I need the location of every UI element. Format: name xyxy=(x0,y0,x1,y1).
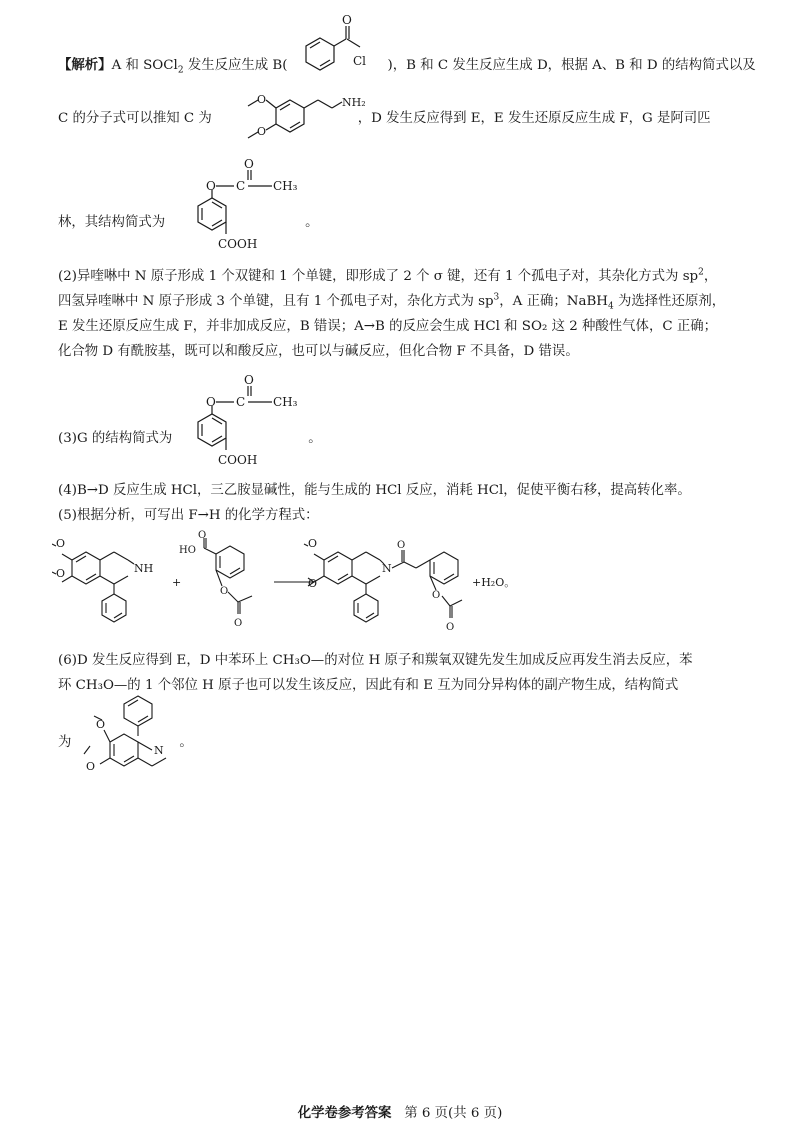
analysis-line-1: 【解析】A 和 SOCl$_2$ 发生反应生成 B( )，B 和 C 发生反应生成 D，根据 A、B 和 D 的结构简式以及 xyxy=(58,57,756,76)
svg-text:O: O xyxy=(198,530,207,541)
q2-line-3: E 发生还原反应生成 F，并非加成反应，B 错误；A→B 的反应会生成 HCl 和 SO₂ 这 2 种酸性气体，C 正确； xyxy=(58,319,718,334)
svg-text:COOH: COOH xyxy=(218,453,258,467)
svg-text:O: O xyxy=(56,567,66,580)
svg-text:+H₂O。: +H₂O。 xyxy=(472,576,516,589)
svg-text:O: O xyxy=(397,540,406,551)
svg-text:N: N xyxy=(154,744,164,757)
structure-aspirin-2 xyxy=(176,366,326,476)
reaction-scheme-f-to-h xyxy=(52,530,522,638)
svg-text:NH₂: NH₂ xyxy=(342,96,366,109)
svg-text:O: O xyxy=(308,577,318,590)
analysis-line-2: C 的分子式可以推知 C 为 ，D 发生反应得到 E，E 发生还原反应生成 F，G 是阿司匹 xyxy=(58,111,711,126)
footer-title: 化学卷参考答案 xyxy=(297,1105,392,1121)
svg-text:O: O xyxy=(446,622,455,633)
svg-text:O: O xyxy=(244,373,254,387)
page-footer xyxy=(0,1102,800,1121)
svg-text:O: O xyxy=(220,586,229,597)
svg-text:N: N xyxy=(382,562,392,575)
structure-compound-c xyxy=(228,86,378,146)
structure-aspirin-1 xyxy=(176,150,326,260)
structure-side-product xyxy=(72,690,182,790)
svg-text:O: O xyxy=(96,718,106,731)
q6-line-3: 为 。 xyxy=(58,735,193,750)
svg-text:C: C xyxy=(236,395,246,409)
svg-text:O: O xyxy=(86,760,96,773)
svg-text:O: O xyxy=(257,125,267,138)
q2-line-1: (2)异喹啉中 N 原子形成 1 个双键和 1 个单键，即形成了 2 个 σ 键，还有 1 个孤电子对，其杂化方式为 $sp^2$， xyxy=(58,267,718,284)
svg-text:CH₃: CH₃ xyxy=(273,395,298,409)
svg-text:O: O xyxy=(206,395,216,409)
footer-page-number: 第 6 页(共 6 页) xyxy=(404,1106,503,1121)
svg-text:HO: HO xyxy=(179,545,196,556)
svg-text:O: O xyxy=(257,93,267,106)
analysis-line-3: 林，其结构简式为 。 xyxy=(58,215,319,230)
svg-text:NH: NH xyxy=(134,562,154,575)
q4-line: (4)B→D 反应生成 HCl，三乙胺显碱性，能与生成的 HCl 反应，消耗 HCl，促使平衡右移，提高转化率。 xyxy=(58,483,691,498)
svg-text:O: O xyxy=(206,179,216,193)
q5-line: (5)根据分析，可写出 F→H 的化学方程式： xyxy=(58,508,319,523)
svg-text:O: O xyxy=(234,618,243,629)
analysis-tag: 【解析】 xyxy=(58,57,112,73)
svg-text:Cl: Cl xyxy=(353,54,367,68)
svg-text:CH₃: CH₃ xyxy=(273,179,298,193)
svg-text:O: O xyxy=(342,13,352,27)
svg-text:O: O xyxy=(244,157,254,171)
svg-text:O: O xyxy=(56,537,66,550)
q6-line-2: 环 CH₃O—的 1 个邻位 H 原子也可以发生该反应，因此有和 E 互为同分异构体的副产物生成，结构简式 xyxy=(58,678,679,693)
q2-line-2: 四氢异喹啉中 N 原子形成 3 个单键，且有 1 个孤电子对，杂化方式为 $sp^3$，A 正确；NaBH$_4$ 为选择性还原剂， xyxy=(58,292,726,312)
q6-line-1: (6)D 发生反应得到 E，D 中苯环上 CH₃O—的对位 H 原子和羰氧双键先发生加成反应再发生消去反应，苯 xyxy=(58,653,693,668)
q3-line: (3)G 的结构简式为 。 xyxy=(58,431,322,446)
svg-text:+: + xyxy=(172,576,182,589)
structure-benzoyl-chloride xyxy=(290,10,410,85)
q2-line-4: 化合物 D 有酰胺基，既可以和酸反应，也可以与碱反应，但化合物 F 不具备，D 错误。 xyxy=(58,344,579,359)
svg-text:O: O xyxy=(308,537,318,550)
svg-text:O: O xyxy=(432,590,441,601)
svg-text:COOH: COOH xyxy=(218,237,258,251)
svg-text:C: C xyxy=(236,179,246,193)
